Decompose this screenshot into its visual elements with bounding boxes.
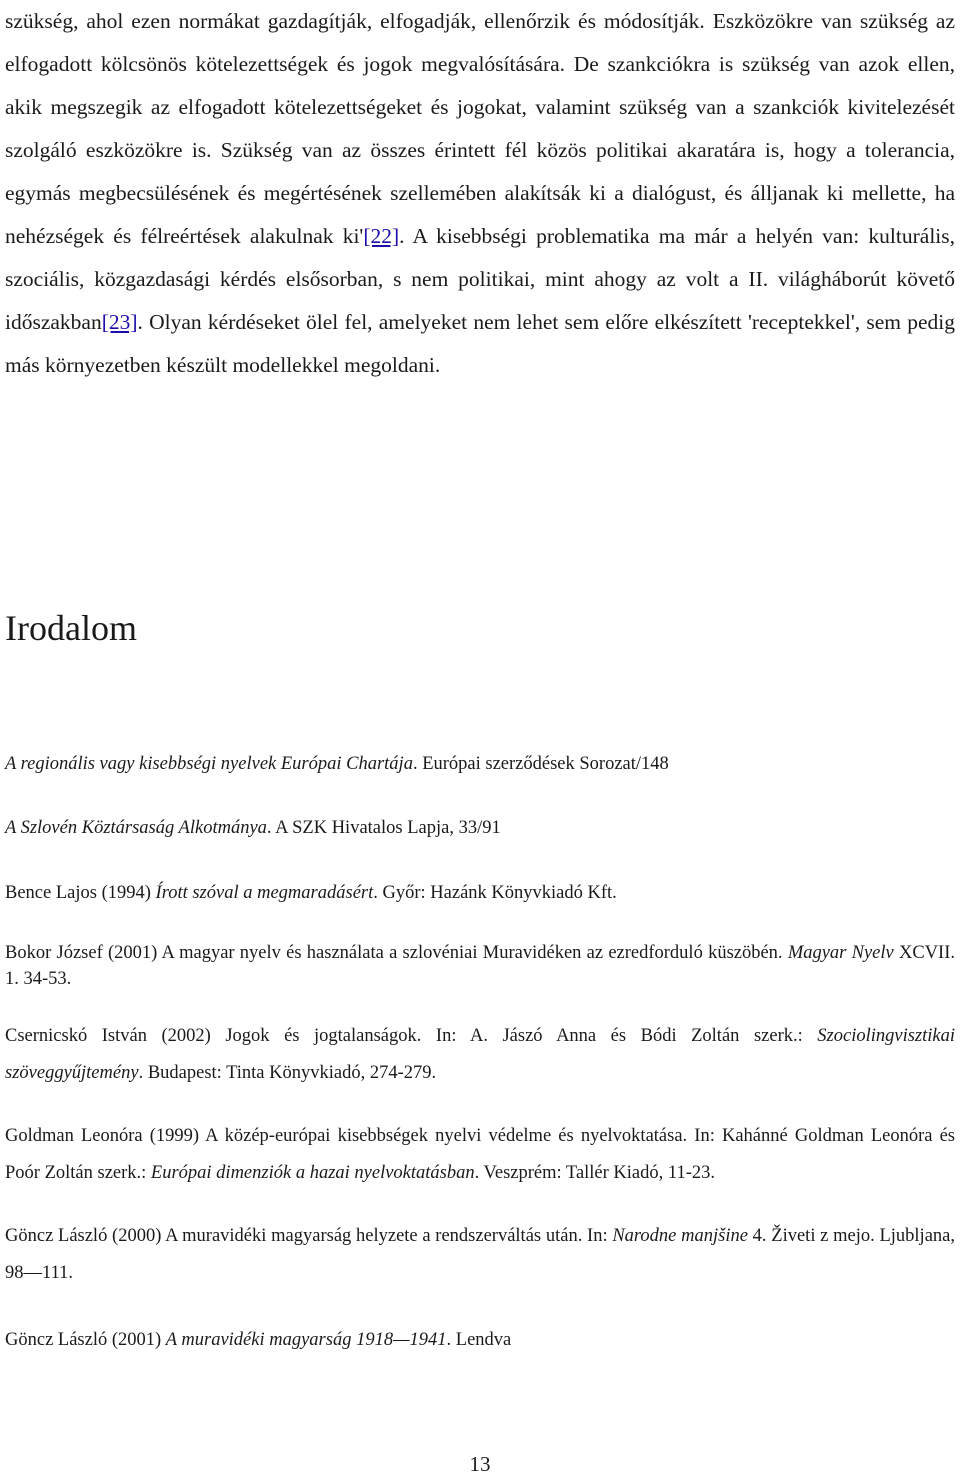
ref-text: Bokor József (2001) A magyar nyelv és használata a szlovéniai Muravidéken az ezredforduló küszöbén. (5, 943, 788, 963)
paragraph-text-2: . A kisebbségi problematika ma már a helyén van: kulturális, szociális, közgazdasági kérdés elsősorban, s nem politikai, mint ahogy az volt a II. világháborút követő időszakban (5, 224, 956, 334)
page-number: 13 (469, 1452, 491, 1476)
ref-text: 4. Živeti z mejo. Ljubljana, 98—111. (5, 1226, 955, 1283)
ref-title: A Szlovén Köztársaság Alkotmánya (5, 818, 267, 838)
paragraph-text-1: szükség, ahol ezen normákat gazdagítják, elfogadják, ellenőrzik és módosítják. Eszközökre van szükség az elfogadott kölcsönös kötelezettségek és jogok megvalósítására. De szankciókra is szükség van azok ellen, akik megszegik az elfogadott kötelezettségeket és jogokat, valamint szükség van a szankciók kivitelezését szolgáló eszközökre is. Szükség van az összes érintett fél közös politikai akaratára is, hogy a tolerancia, egymás megbecsülésének és megértésének szellemében alakítsák ki a dialógust, és álljanak ki mellette, ha nehézségek és félreértések alakulnak ki' (5, 9, 955, 248)
ref-text: . A SZK Hivatalos Lapja, 33/91 (266, 818, 501, 838)
body-paragraph (5, 0, 955, 387)
reference-item (5, 746, 955, 782)
reference-item (5, 1322, 955, 1358)
reference-list (5, 746, 955, 1358)
reference-item (5, 940, 955, 992)
ref-text: . Lendva (446, 1330, 512, 1350)
reference-item (5, 875, 955, 911)
reference-item (5, 1218, 955, 1292)
ref-text: Bence Lajos (1994) (5, 883, 156, 903)
ref-text: . Veszprém: Tallér Kiadó, 11-23. (474, 1163, 715, 1183)
ref-title: A regionális vagy kisebbségi nyelvek Európai Chartája (5, 754, 413, 774)
ref-text: . Budapest: Tinta Könyvkiadó, 274-279. (138, 1063, 437, 1083)
ref-text: Göncz László (2001) (5, 1330, 166, 1350)
ref-text: Csernicskó István (2002) Jogok és jogtalanságok. In: A. Jászó Anna és Bódi Zoltán szerk.: (5, 1026, 818, 1046)
ref-text: . Európai szerződések Sorozat/148 (412, 754, 669, 774)
ref-title: Szociolingvisztikai szöveggyűjtemény (5, 1026, 955, 1083)
footnote-link-23[interactable]: [23] (101, 310, 138, 334)
section-heading: Irodalom (5, 608, 137, 648)
ref-text: Göncz László (2000) A muravidéki magyarság helyzete a rendszerváltás után. In: (5, 1226, 613, 1246)
ref-title: Magyar Nyelv (787, 943, 894, 963)
ref-title: Európai dimenziók a hazai nyelvoktatásban (150, 1163, 475, 1183)
reference-item (5, 810, 955, 846)
ref-text: XCVII. 1. 34-53. (5, 943, 955, 989)
ref-text: Goldman Leonóra (1999) A közép-európai kisebbségek nyelvi védelme és nyelvoktatása. In: Kahánné Goldman Leonóra és Poór Zoltán szerk.: (5, 1126, 955, 1183)
footnote-link-22[interactable]: [22] (363, 224, 400, 248)
ref-title: Narodne manjšine (612, 1226, 748, 1246)
ref-title: A muravidéki magyarság 1918—1941 (165, 1330, 447, 1350)
ref-text: . Győr: Hazánk Könyvkiadó Kft. (373, 883, 617, 903)
paragraph-text-3: . Olyan kérdéseket ölel fel, amelyeket nem lehet sem előre elkészített 'receptekkel', sem pedig más környezetben készült modellekkel megoldani. (5, 310, 955, 377)
reference-item (5, 1018, 955, 1092)
ref-title: Írott szóval a megmaradásért (155, 883, 374, 903)
reference-item (5, 1118, 955, 1192)
